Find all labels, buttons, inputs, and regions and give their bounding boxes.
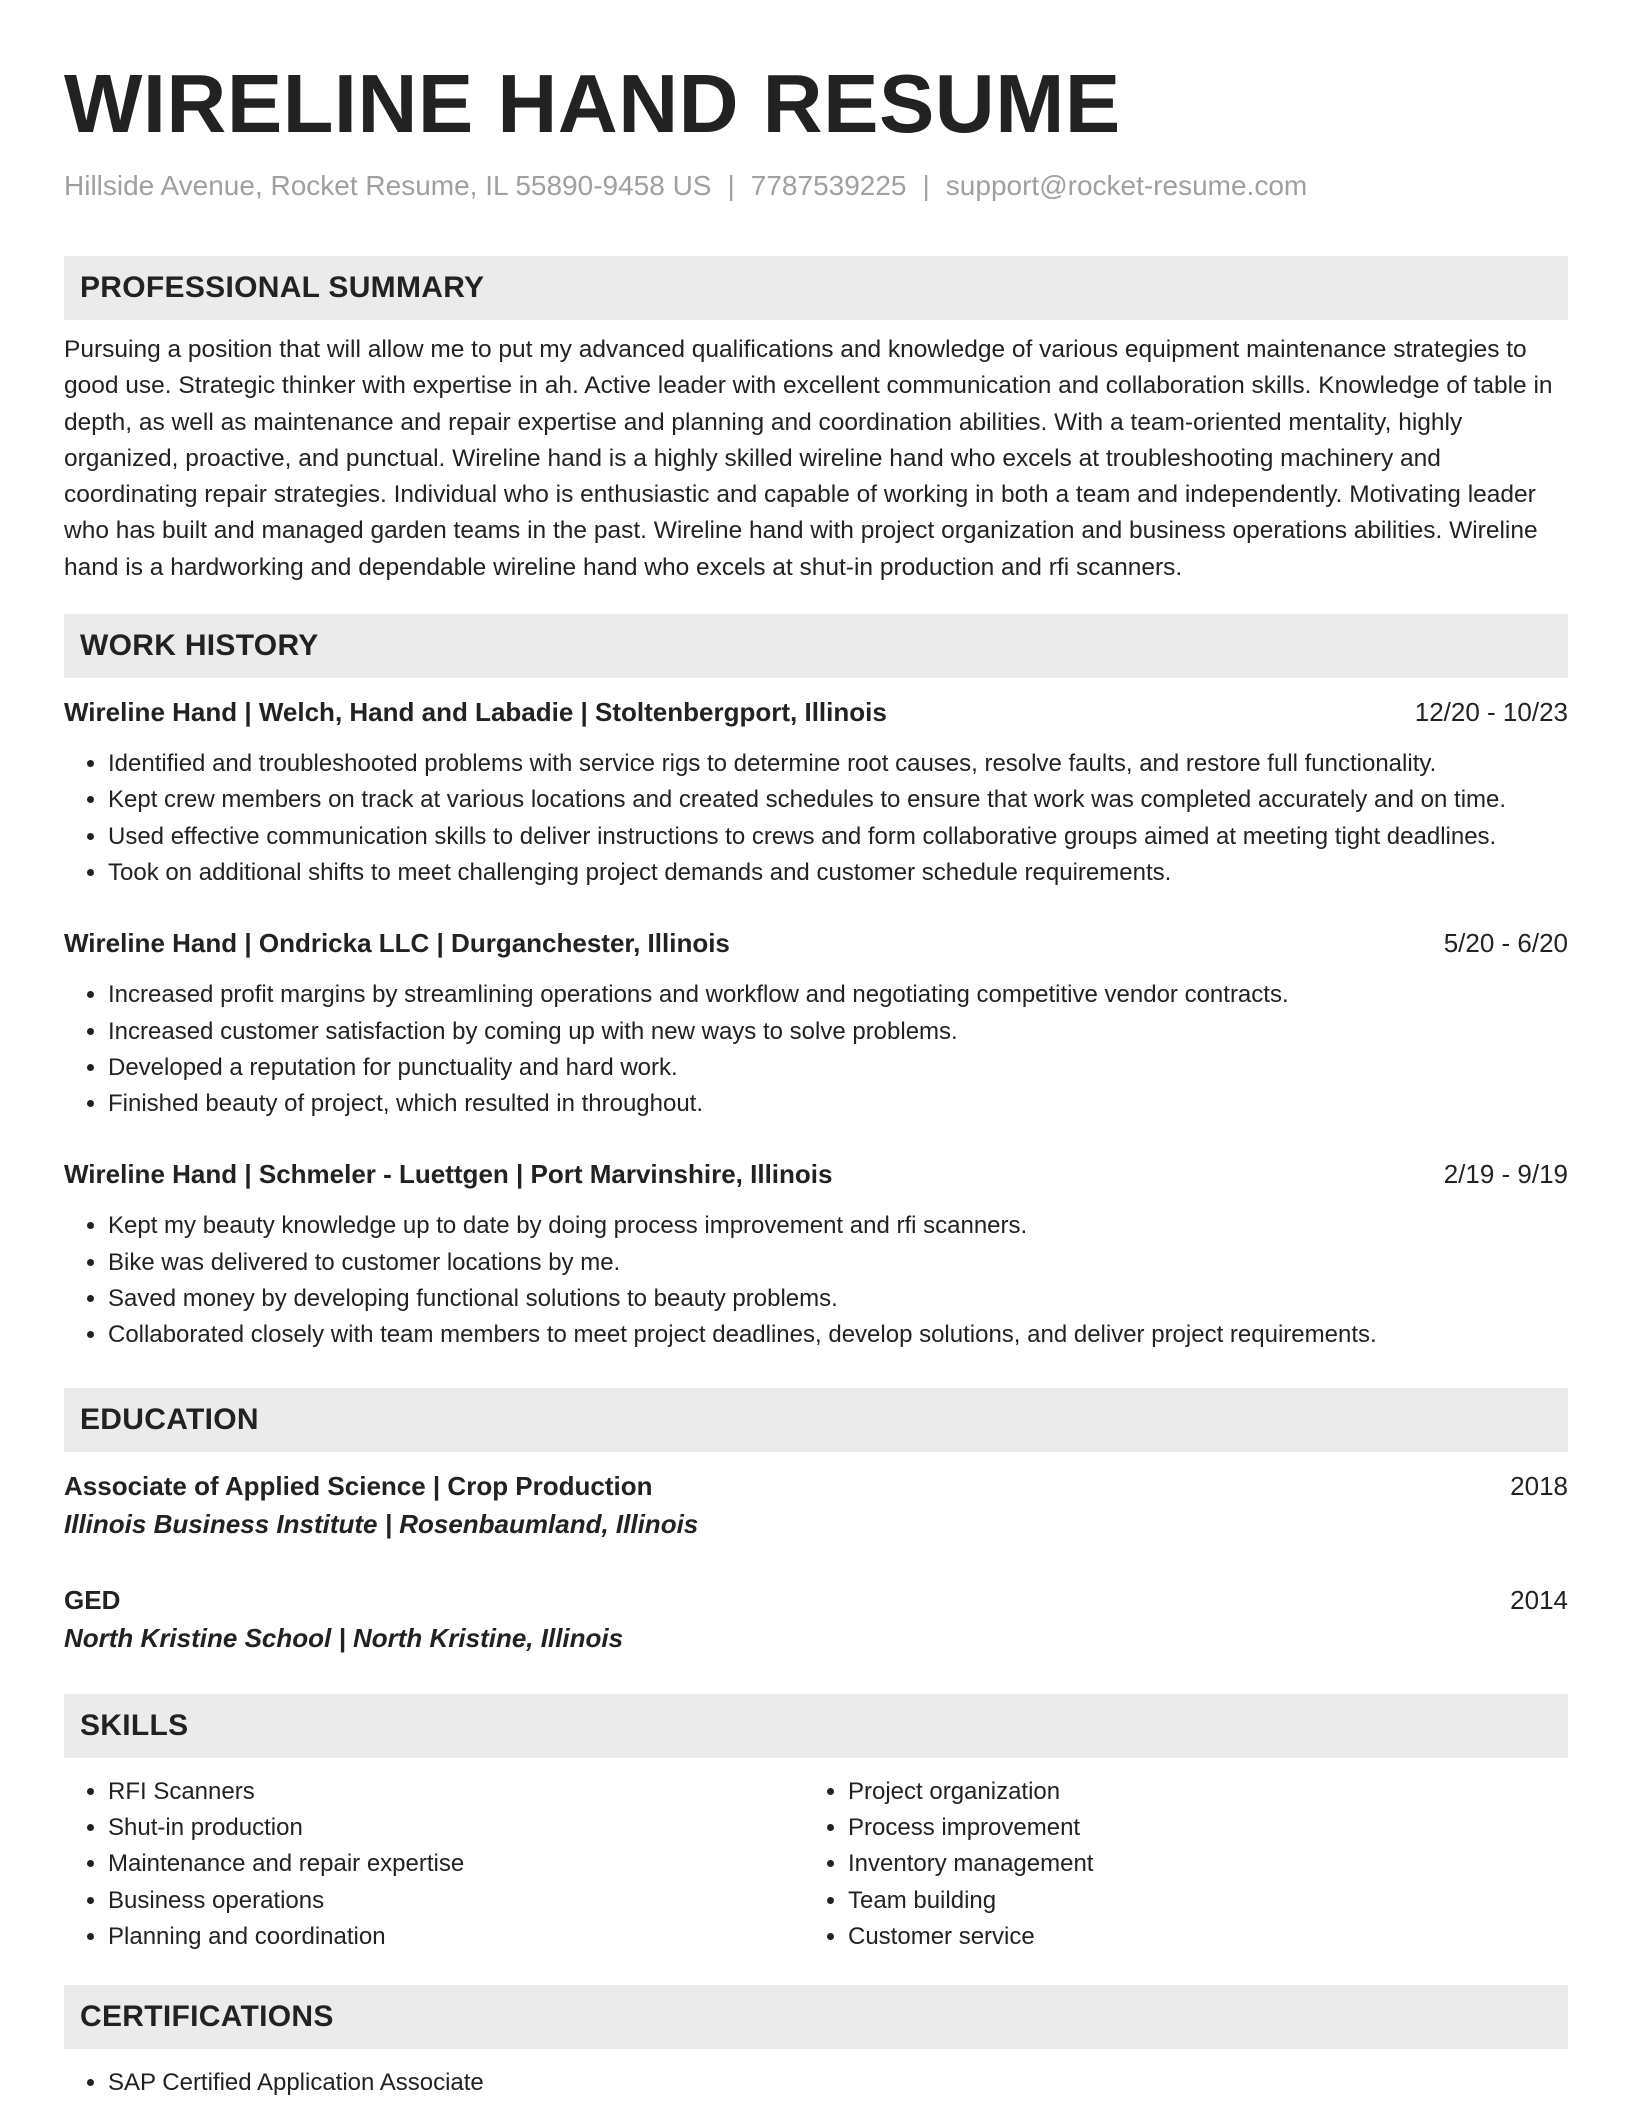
section-header-certifications: CERTIFICATIONS	[64, 1985, 1568, 2049]
skill-item: • Shut-in production	[108, 1810, 804, 1846]
job-bullet: • Increased profit margins by streamlining operations and workflow and negotiating competitive vendor contracts.	[108, 977, 1568, 1013]
certification-item: • SAP Certified Application Associate	[108, 2065, 1568, 2101]
education-entry	[64, 1582, 1568, 1658]
section-header-skills: SKILLS	[64, 1694, 1568, 1758]
job-entry	[64, 1156, 1568, 1353]
education-school: North Kristine School | North Kristine, Illinois	[64, 1622, 624, 1653]
contact-separator: |	[727, 170, 735, 201]
job-bullets	[64, 977, 1568, 1122]
skill-item: • Project organization	[848, 1774, 1544, 1810]
job-heading: Wireline Hand | Welch, Hand and Labadie | Stoltenbergport, Illinois	[64, 697, 887, 728]
job-bullet: • Kept my beauty knowledge up to date by doing process improvement and rfi scanners.	[108, 1208, 1568, 1244]
education-header	[64, 1468, 1568, 1504]
job-bullet: • Kept crew members on track at various locations and created schedules to ensure that work was completed accurately and on time.	[108, 782, 1568, 818]
education-year: 2014	[1510, 1584, 1568, 1615]
job-bullet: • Increased customer satisfaction by coming up with new ways to solve problems.	[108, 1014, 1568, 1050]
job-header	[64, 925, 1568, 961]
job-entry	[64, 925, 1568, 1122]
education-degree: Associate of Applied Science | Crop Production	[64, 1470, 653, 1501]
job-dates: 12/20 - 10/23	[1414, 697, 1568, 728]
skills-bullets	[804, 1774, 1544, 1955]
job-bullet: • Finished beauty of project, which resulted in throughout.	[108, 1086, 1568, 1122]
job-header	[64, 694, 1568, 730]
education-school: Illinois Business Institute | Rosenbaumland, Illinois	[64, 1508, 699, 1539]
certifications-list	[64, 2065, 1568, 2101]
summary-text: Pursuing a position that will allow me to put my advanced qualifications and knowledge of various equipment maintenance strategies to good use. Strategic thinker with expertise in ah. Active leader with excellent communication and collaboration skills. Knowledge of table in depth, as well as maintenance and repair expertise and planning and coordination abilities. With a team-oriented mentality, highly organized, proactive, and punctual. Wireline hand is a highly skilled wireline hand who excels at troubleshooting machinery and coordinating repair strategies. Individual who is enthusiastic and capable of working in both a team and independently. Motivating leader who has built and managed garden teams in the past. Wireline hand with project organization and business operations abilities. Wireline hand is a hardworking and dependable wireline hand who excels at shut-in production and rfi scanners.	[64, 336, 1553, 581]
skills-bullets	[64, 1774, 804, 1955]
contact-address: Hillside Avenue, Rocket Resume, IL 55890-9458 US	[64, 170, 712, 201]
job-bullets	[64, 1208, 1568, 1353]
job-dates: 5/20 - 6/20	[1443, 928, 1568, 959]
contact-phone: 7787539225	[750, 170, 907, 201]
skill-item: • Business operations	[108, 1883, 804, 1919]
resume-title: WIRELINE HAND RESUME	[64, 57, 1121, 150]
job-heading: Wireline Hand | Ondricka LLC | Durganchester, Illinois	[64, 928, 730, 959]
job-bullet: • Saved money by developing functional solutions to beauty problems.	[108, 1281, 1568, 1317]
skill-item: • Planning and coordination	[108, 1919, 804, 1955]
job-heading: Wireline Hand | Schmeler - Luettgen | Port Marvinshire, Illinois	[64, 1159, 833, 1190]
skill-item: • RFI Scanners	[108, 1774, 804, 1810]
skill-item: • Customer service	[848, 1919, 1544, 1955]
section-header-work-history: WORK HISTORY	[64, 614, 1568, 678]
contact-separator: |	[922, 170, 930, 201]
job-header	[64, 1156, 1568, 1192]
section-header-education: EDUCATION	[64, 1388, 1568, 1452]
job-bullet: • Bike was delivered to customer locations by me.	[108, 1245, 1568, 1281]
job-bullet: • Used effective communication skills to deliver instructions to crews and form collaborative groups aimed at meeting tight deadlines.	[108, 819, 1568, 855]
job-bullet: • Took on additional shifts to meet challenging project demands and customer schedule requirements.	[108, 855, 1568, 891]
skill-item: • Maintenance and repair expertise	[108, 1846, 804, 1882]
job-bullet: • Identified and troubleshooted problems with service rigs to determine root causes, resolve faults, and restore full functionality.	[108, 746, 1568, 782]
job-entry	[64, 694, 1568, 891]
education-entry	[64, 1468, 1568, 1544]
section-header-summary: PROFESSIONAL SUMMARY	[64, 256, 1568, 320]
skills-column-right	[804, 1774, 1544, 1955]
skills-column-left	[64, 1774, 804, 1955]
job-dates: 2/19 - 9/19	[1443, 1159, 1568, 1190]
contact-email: support@rocket-resume.com	[945, 170, 1308, 201]
education-degree: GED	[64, 1584, 121, 1615]
skill-item: • Team building	[848, 1883, 1544, 1919]
education-year: 2018	[1510, 1470, 1568, 1501]
job-bullet: • Developed a reputation for punctuality and hard work.	[108, 1050, 1568, 1086]
skill-item: • Inventory management	[848, 1846, 1544, 1882]
job-bullets	[64, 746, 1568, 891]
skill-item: • Process improvement	[848, 1810, 1544, 1846]
skills-list	[64, 1774, 1568, 1955]
job-bullet: • Collaborated closely with team members to meet project deadlines, develop solutions, and deliver project requirements.	[108, 1317, 1568, 1353]
contact-line	[64, 168, 1568, 204]
education-header	[64, 1582, 1568, 1618]
